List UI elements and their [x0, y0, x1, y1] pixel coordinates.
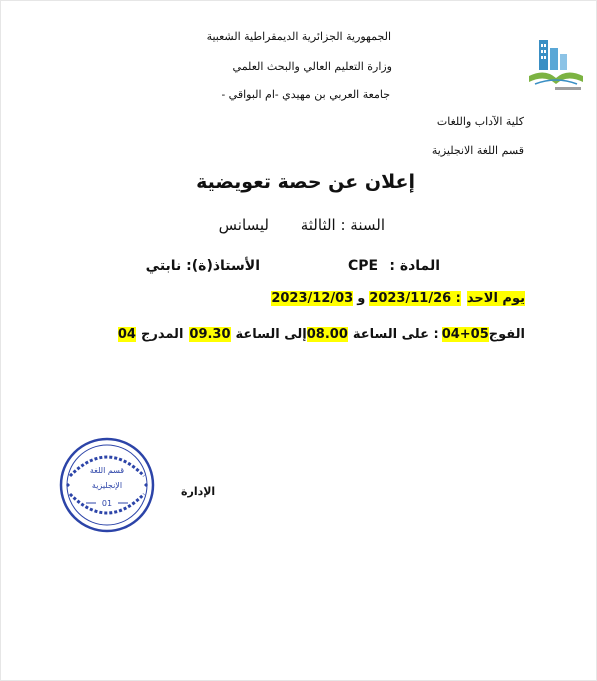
department-name: قسم اللغة الانجليزية — [431, 144, 524, 157]
group-value: 04+05 — [441, 327, 489, 342]
dates-line — [271, 291, 525, 306]
republic-name: الجمهورية الجزائرية الديمقراطية الشعبية — [206, 30, 391, 43]
time-start: 08.00 — [306, 327, 348, 342]
subject-label: المادة : — [389, 258, 440, 274]
teacher-name: الأستاذ(ة): نابتي — [145, 258, 260, 274]
subject-value: CPE — [348, 258, 379, 274]
schedule-line — [118, 327, 525, 342]
svg-text:01: 01 — [101, 499, 113, 508]
date-separator: و — [357, 291, 366, 306]
degree: ليسانس — [218, 216, 269, 234]
group-label: الفوج — [488, 327, 525, 342]
to-time-label: إلى الساعة — [235, 327, 307, 342]
hall-value: 04 — [117, 327, 136, 342]
faculty-name: كلية الآداب واللغات — [436, 115, 524, 128]
date-second: 2023/12/03 — [271, 291, 354, 306]
svg-text:قسم اللغة: قسم اللغة — [89, 466, 125, 475]
official-stamp — [58, 436, 156, 534]
svg-text:الإنجليزية: الإنجليزية — [91, 481, 123, 490]
year-label: السنة : الثالثة — [300, 216, 385, 234]
date-first: 2023/11/26 : — [369, 291, 461, 306]
university-logo — [525, 36, 587, 96]
administration-signature: الإدارة — [181, 485, 216, 498]
ministry-name: وزارة التعليم العالي والبحث العلمي — [232, 60, 392, 73]
at-time-label: : على الساعة — [352, 327, 439, 342]
hall-label: المدرج — [140, 327, 184, 342]
university-name: جامعة العربي بن مهيدي -ام البواقي - — [221, 88, 390, 101]
announcement-title: إعلان عن حصة تعويضية — [196, 171, 415, 193]
time-end: 09.30 — [189, 327, 231, 342]
day-label: يوم الاحد — [466, 291, 525, 306]
